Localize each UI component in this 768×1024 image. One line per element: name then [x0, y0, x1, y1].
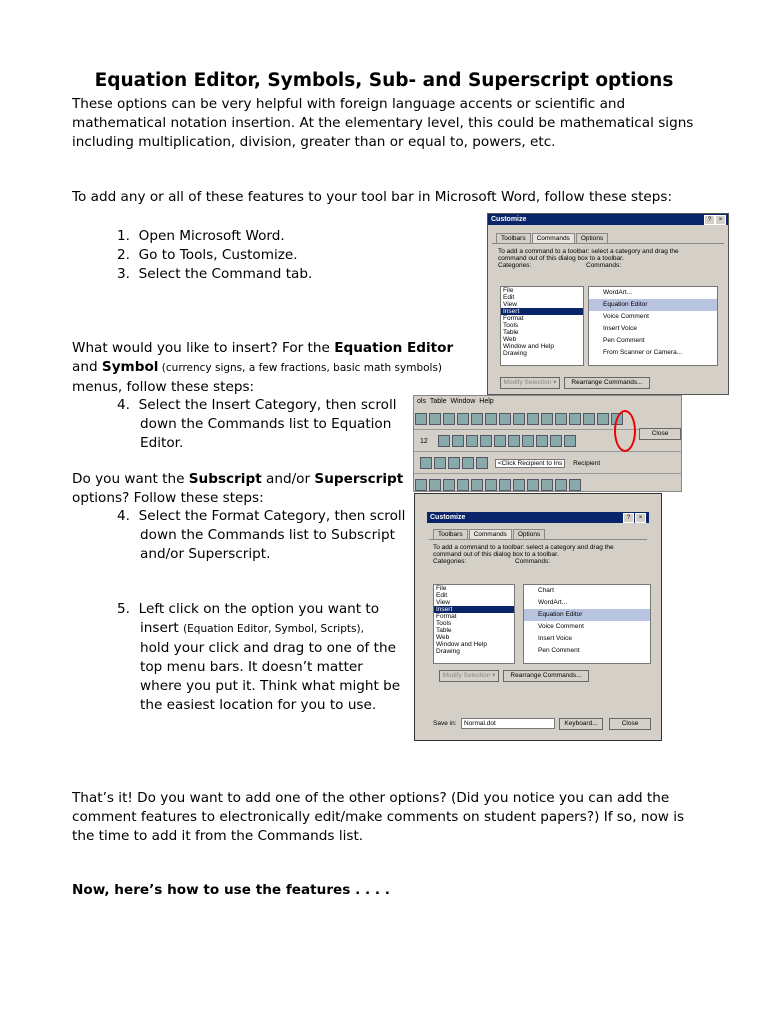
- step-five: 5. Left click on the option you want to insert (Equation Editor, Symbol, Scripts), hold your click and drag to one of the top menu bars. It doesn’t matter where you put it. Think what might be the easiest location for you to use.: [117, 601, 401, 713]
- page-title: Equation Editor, Symbols, Sub- and Superscript options: [94, 70, 674, 91]
- rearrange-commands-button: Rearrange Commands...: [564, 377, 650, 389]
- close-button: Close: [609, 718, 651, 730]
- step-item: 1. Open Microsoft Word.: [117, 228, 285, 244]
- drawing-toolbar: [414, 474, 681, 492]
- intro-paragraph: [72, 95, 693, 152]
- customize-dialog-screenshot-2: Customize ? × Toolbars Commands Options To add a command to a toolbar: select a category and drag the command out of this dialog box to a toolbar. Categories: Commands: File Edit View Insert Format Tools Table Web Window and Help Drawing Chart WordArt... Equation Editor Voice Comment Insert Voice Pen Comment Modify Selection ▾ Rearrange Commands... Save in: Normal.dot Keyboard... Close: [414, 493, 662, 741]
- rearrange-commands-button: Rearrange Commands...: [503, 670, 589, 682]
- customize-dialog-screenshot: Customize ? × Toolbars Commands Options To add a command to a toolbar: select a category and drag the command out of this dialog box to a toolbar. Categories: Commands: File Edit View Insert Format Tools Table Web Window and Help Drawing WordArt... Equation Editor Voice Comment Insert Voice Pen Comment From Scanner or Camera... Modify Selection ▾ Rearrange Commands...: [487, 213, 729, 395]
- tab-toolbars: Toolbars: [496, 233, 531, 243]
- step-item: 2. Go to Tools, Customize.: [117, 247, 298, 263]
- insert-step: 4. Select the Insert Category, then scroll down the Commands list to Equation Editor.: [117, 397, 397, 451]
- intro-line: These options can be very helpful with foreign language accents or scientific and: [72, 96, 626, 112]
- dialog-titlebar: Customize: [427, 512, 649, 523]
- help-icon: ?: [704, 215, 715, 225]
- categories-list: File Edit View Insert Format Tools Table Web Window and Help Drawing: [500, 286, 584, 366]
- commands-list: WordArt... Equation Editor Voice Comment Insert Voice Pen Comment From Scanner or Camera...: [588, 286, 718, 366]
- close-icon: ×: [635, 513, 646, 523]
- dialog-tabs: [433, 529, 661, 539]
- subscript-step: 4. Select the Format Category, then scroll down the Commands list to Subscript and/or Superscript.: [117, 508, 406, 562]
- highlight-circle: [614, 410, 636, 452]
- dialog-tabs: [496, 233, 728, 243]
- intro-line: including multiplication, division, greater than or equal to, powers, etc.: [72, 134, 556, 150]
- commands-list: Chart WordArt... Equation Editor Voice Comment Insert Voice Pen Comment: [523, 584, 651, 664]
- tab-options: Options: [576, 233, 608, 243]
- add-steps-intro: To add any or all of these features to your tool bar in Microsoft Word, follow these steps:: [72, 189, 673, 205]
- close-icon: ×: [715, 215, 726, 225]
- outro-paragraph: That’s it! Do you want to add one of the other options? (Did you notice you can add the comment features to electronically edit/make comments on student papers?) If so, now is the time to add it from the Commands list.: [72, 790, 685, 844]
- modify-selection-button: Modify Selection ▾: [439, 670, 499, 682]
- tab-toolbars: Toolbars: [433, 529, 468, 539]
- steps-list: [117, 227, 312, 284]
- step-item: 3. Select the Command tab.: [117, 266, 313, 282]
- subscript-question: Do you want the Subscript and/or Superscript options? Follow these steps:: [72, 471, 404, 506]
- intro-line: mathematical notation insertion. At the elementary level, this could be mathematical signs: [72, 115, 694, 131]
- mail-merge-toolbar: <Click Recipient to Ins Recipient: [414, 452, 681, 474]
- tab-commands: Commands: [469, 529, 512, 539]
- formatting-toolbar: 12: [414, 430, 681, 452]
- dialog-close-button: Close: [639, 428, 681, 440]
- word-toolbar-screenshot: [413, 395, 682, 492]
- keyboard-button: Keyboard...: [559, 718, 603, 730]
- insert-question: What would you like to insert? For the Equation Editor and Symbol (currency signs, a few fractions, basic math symbols) menus, follow these steps:: [72, 340, 454, 395]
- help-icon: ?: [623, 513, 634, 523]
- standard-toolbar: [414, 408, 681, 430]
- tab-options: Options: [513, 529, 545, 539]
- save-in-select: Normal.dot: [461, 718, 555, 729]
- final-line: Now, here’s how to use the features . . . .: [72, 882, 390, 898]
- menu-bar: ols Table Window Help: [417, 398, 494, 405]
- dialog-titlebar: Customize: [488, 214, 728, 225]
- save-in-label: Save in:: [433, 720, 457, 727]
- modify-selection-button: Modify Selection ▾: [500, 377, 560, 389]
- categories-list: File Edit View Insert Format Tools Table Web Window and Help Drawing: [433, 584, 515, 664]
- tab-commands: Commands: [532, 233, 575, 243]
